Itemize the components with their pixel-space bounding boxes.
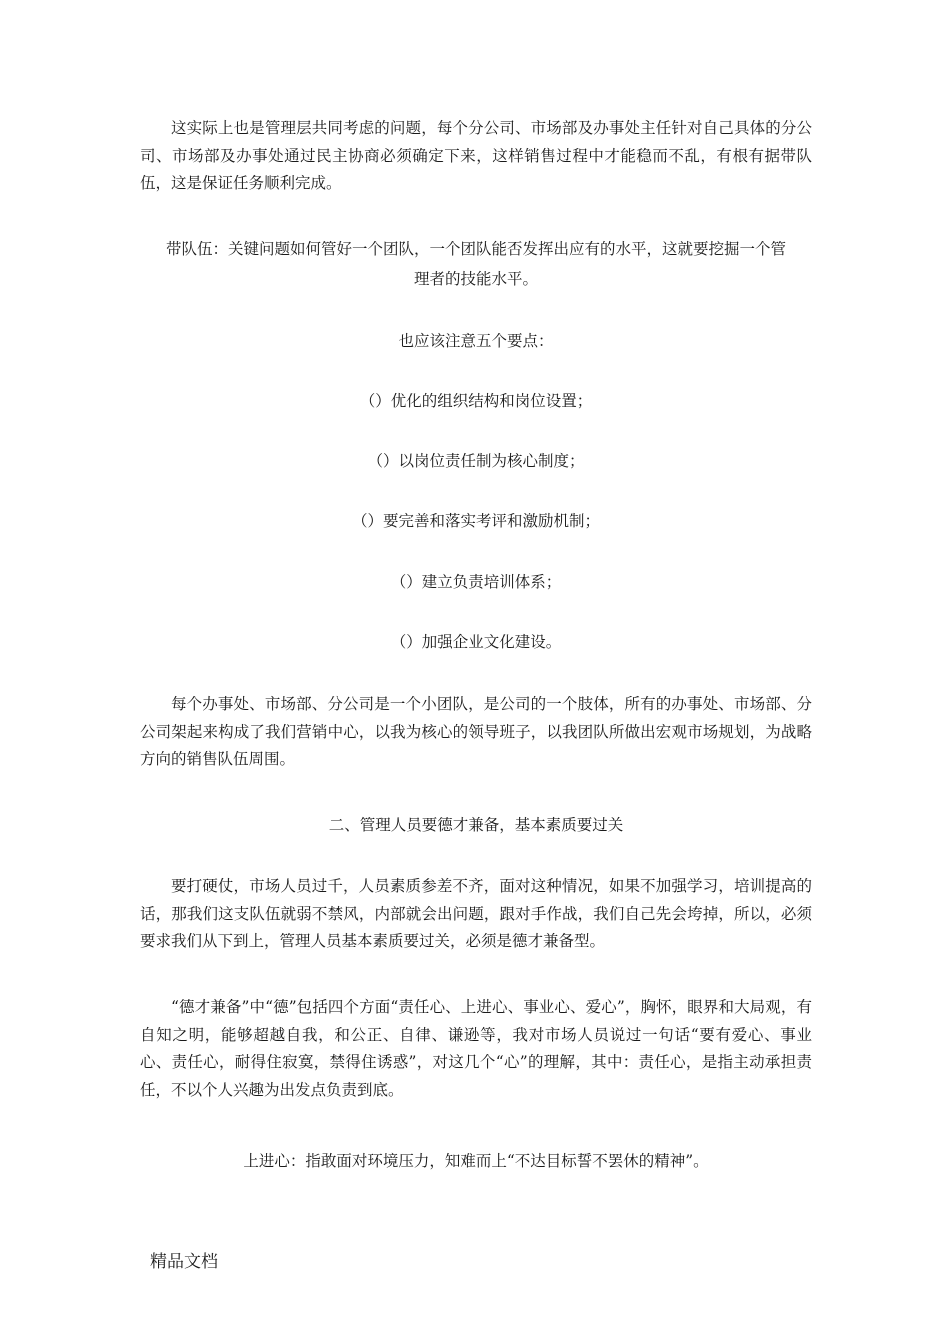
point-5: （）加强企业文化建设。 bbox=[390, 633, 562, 651]
point-4: （）建立负责培训体系； bbox=[390, 573, 562, 591]
paragraph-5: 要打硬仗，市场人员过千，人员素质参差不齐，面对这种情况，如果不加强学习，培训提高的话，那我们这支队伍就弱不禁风，内部就会出问题，跟对手作战，我们自己先会垮掉，所以，必须要求我们从下到上，管理人员基本素质要过关，必须是德才兼备型。 bbox=[140, 877, 812, 950]
point-1: （）优化的组织结构和岗位设置； bbox=[359, 392, 593, 410]
paragraph-4: 每个办事处、市场部、分公司是一个小团队，是公司的一个肢体，所有的办事处、市场部、分公司架起来构成了我们营销中心，以我为核心的领导班子，以我团队所做出宏观市场规划，为战略方向的销售队伍周围。 bbox=[140, 695, 812, 768]
paragraph-1: 这实际上也是管理层共同考虑的问题，每个分公司、市场部及办事处主任针对自己具体的分公司、市场部及办事处通过民主协商必须确定下来，这样销售过程中才能稳而不乱，有根有据带队伍，这是保证任务顺利完成。 bbox=[140, 119, 812, 192]
paragraph-2-line-1: 带队伍：关键问题如何管好一个团队，一个团队能否发挥出应有的水平，这就要挖掘一个管 bbox=[165, 240, 786, 258]
point-3: （）要完善和落实考评和激励机制； bbox=[351, 512, 600, 530]
paragraph-6: “德才兼备”中“德”包括四个方面“责任心、上进心、事业心、爱心”，胸怀，眼界和大局观，有自知之明，能够超越自我，和公正、自律、谦逊等，我对市场人员说过一句话“要有爱心、事业心、责任心，耐得住寂寞，禁得住诱惑”，对这几个“心”的理解，其中：责任心，是指主动承担责任，不以个人兴趣为出发点负责到底。 bbox=[140, 998, 812, 1099]
paragraph-7: 上进心：指敢面对环境压力，知难而上“不达目标誓不罢休的精神”。 bbox=[243, 1152, 709, 1170]
paragraph-2-line-2: 理者的技能水平。 bbox=[413, 270, 538, 288]
section-heading: 二、管理人员要德才兼备，基本素质要过关 bbox=[328, 816, 624, 834]
paragraph-3: 也应该注意五个要点： bbox=[398, 332, 554, 350]
point-2: （）以岗位责任制为核心制度； bbox=[367, 452, 585, 470]
footer-watermark: 精品文档 bbox=[150, 1252, 218, 1272]
